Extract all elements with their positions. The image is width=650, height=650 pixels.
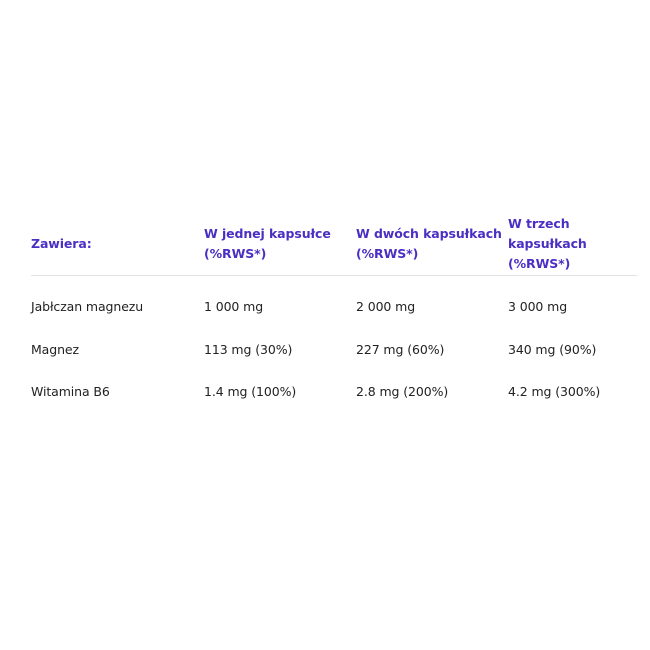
- table-row: [31, 371, 637, 414]
- amount-one-capsule: 113 mg (30%): [204, 341, 293, 357]
- amount-three-capsules: 3 000 mg: [508, 299, 568, 315]
- header-contains: Zawiera:: [31, 235, 92, 251]
- amount-one-capsule: 1.4 mg (100%): [204, 384, 297, 400]
- table-header-row: [31, 212, 637, 276]
- amount-three-capsules: 340 mg (90%): [508, 341, 597, 357]
- amount-one-capsule: 1 000 mg: [204, 299, 264, 315]
- table-row: [31, 329, 637, 372]
- table-row: [31, 286, 637, 329]
- ingredient-name: Magnez: [31, 341, 79, 357]
- ingredient-name: Jabłczan magnezu: [31, 299, 144, 315]
- amount-two-capsules: 227 mg (60%): [356, 341, 445, 357]
- amount-three-capsules: 4.2 mg (300%): [508, 384, 601, 400]
- header-two-capsules: W dwóch kapsułkach (%RWS*): [356, 225, 502, 261]
- amount-two-capsules: 2 000 mg: [356, 299, 416, 315]
- amount-two-capsules: 2.8 mg (200%): [356, 384, 449, 400]
- ingredient-name: Witamina B6: [31, 384, 110, 400]
- header-one-capsule: W jednej kapsułce (%RWS*): [204, 225, 331, 261]
- nutrition-table: [31, 212, 637, 414]
- header-three-capsules: W trzech kapsułkach (%RWS*): [508, 215, 587, 271]
